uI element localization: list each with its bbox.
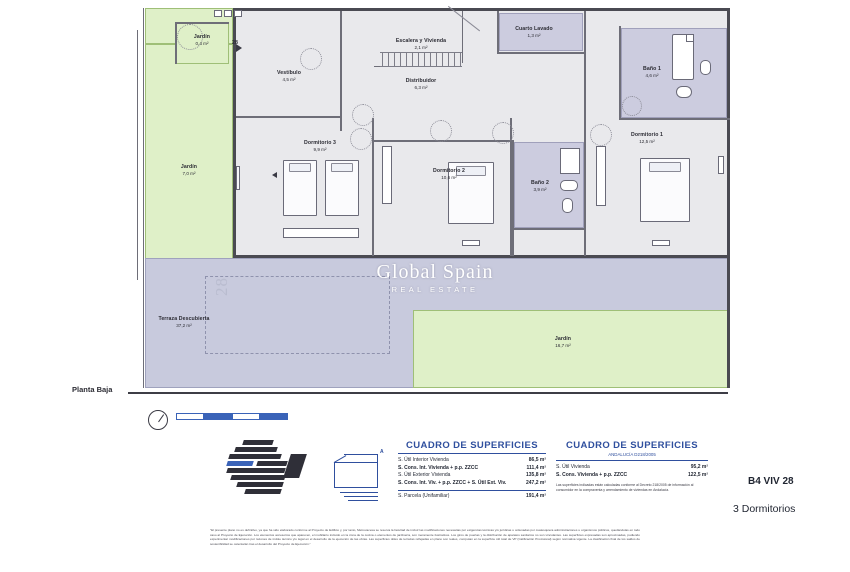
row-value: 191,4 m² [525,492,546,499]
fence-left-inner [137,30,138,280]
room-name: Escalera y Vivienda [395,38,447,44]
room-area: 2,1 m² [414,44,428,50]
window-top-1 [686,34,694,42]
room-area: 10,6 m² [441,174,457,180]
wardrobe-dorm3 [283,228,359,238]
meter-box-1 [214,10,222,17]
row-label: S. Útil Vivienda [556,463,590,470]
room-name: Jardín [193,34,211,40]
wall-exterior-bottom [233,255,730,258]
row-value: 135,8 m² [525,472,546,479]
entrance-arrow [236,44,242,52]
row-label: S. Útil Exterior Vivienda [398,472,451,479]
wall-lavado-bottom [497,52,585,54]
meter-box-3 [234,10,242,17]
room-name: Terraza Descubierta [158,316,210,322]
surfaces-table-right-note: Las superficies indicadas están calculadas conforme al Decreto 218/2005 de información al consumidor en la compraventa y arrendamiento de viviendas en Andalucía. [556,483,694,493]
window-right-dorm1 [718,156,724,174]
row-value: 111,4 m² [526,464,546,471]
watermark-title: Global Spain [376,261,494,283]
fence-left [143,8,144,388]
door-arc-vestibulo [300,48,322,70]
window-bottom-dorm1 [652,240,670,246]
window-left-dorm3 [236,166,240,190]
wall-terrace-edge-right [727,255,730,388]
wall-exterior-right [727,8,730,258]
door-arc-bano2 [492,122,514,144]
divider [398,453,546,454]
table-row [398,457,546,465]
row-value: 122,5 m² [687,471,708,478]
room-area: 37,2 m² [176,322,192,328]
wall-vestibulo-bottom [236,116,342,118]
bano2-toilet [562,198,573,213]
window-bottom-dorm2 [462,240,480,246]
row-value: 95,2 m² [690,463,708,470]
wardrobe-dorm2 [382,146,392,204]
row-label: S. Cons. Int. Viv. + p.p. ZZCC + S. Útil Ext. Viv. [398,480,507,487]
door-arc-bano1 [622,96,642,116]
terrace-unit-number: 28 [212,277,231,296]
room-name: Cuarto Lavado [515,26,553,32]
room-area: 1,3 m² [527,32,541,38]
terrace-dashed-outline [205,276,390,354]
room-name: Vestíbulo [277,70,301,76]
room-area: 3,9 m² [533,186,547,192]
pillow-dorm3-a [289,163,311,172]
wall-bano2-bottom-right [512,228,584,230]
table-row [556,472,708,480]
planta-baja-label: Planta Baja [72,385,113,394]
scale-bar [176,413,290,421]
legal-disclaimer: "El presente plano no es definitivo, ya que ha sido elaborado conforme al Proyecto de Edificio y, por tanto, Metrovacesa se reserva la facultad de incluir las modificaciones necesarias por exigencias técnicas y/o jurídicas u ordenadas por cualesquiera administraciones u organismos públicos, quedándolas en todo caso al Proyecto de Ejecución. Los elementos accesorios que aparecen, el mobiliario incluido en la zona de la cocina o elementos de jardinería, son meramente ilustrativos. Los giros de puertas y la distribución de aparatos sanitarios no son vinculantes. Las superficies expresadas son aproximadas, pudiendo experimentar modificaciones por razones de índole técnico y/o legal en el desarrollo de la ejecución de las obras. Las superficies útiles de terrazas reflejadas en plano son reales, computan en la superficie útil total de VP (Calificación Provisional) según normativa vigente. La clasificación final de los saldos de sostenibilidad se ostentarán tras el desarrollo del Proyecto de Ejecución." [210,528,640,546]
room-area: 12,5 m² [639,138,655,144]
room-area: 16,7 m² [555,342,571,348]
bano1-sink [676,86,692,98]
room-name: Jardín [554,336,572,342]
surfaces-table-right-title: CUADRO DE SUPERFICIES [566,440,698,451]
door-arc-distribuidor-1 [352,104,374,126]
room-name: Dormitorio 1 [630,132,664,138]
plan-legend-section [0,400,850,572]
wall-bano1-bottom [619,118,730,120]
row-value: 86,5 m² [528,456,546,463]
garden-right [413,310,730,388]
door-arc-dorm2 [430,120,452,142]
surfaces-table-right [556,440,708,493]
wall-dorm3-right [372,118,374,256]
room-area: 9,9 m² [313,146,327,152]
watermark-subtitle: REAL ESTATE [391,285,479,294]
wardrobe-dorm1 [596,146,606,206]
room-area: 7,0 m² [182,170,196,176]
row-label: S. Parcela (Unifamiliar) [398,492,450,499]
compass-icon [148,410,168,430]
bedroom-count-label: 3 Dormitorios [733,503,796,515]
wall-entry-small-left [175,22,177,64]
room-area: 4,6 m² [645,72,659,78]
room-name: Distribuidor [405,78,437,84]
wall-exterior-top [233,8,730,11]
site-key-map [225,438,320,500]
room-name: Baño 1 [643,66,661,72]
table-row [398,480,546,488]
pillow-dorm1 [649,162,681,172]
surfaces-table-left-title: CUADRO DE SUPERFICIES [406,440,538,451]
surfaces-table-right-subtitle: ANDALUCÍA D218/2005 [608,452,656,457]
unit-code-label: B4 VIV 28 [748,476,794,487]
cuarto-lavado-floor [499,13,583,51]
meter-box-2 [224,10,232,17]
divider [556,460,708,461]
wall-vestibulo-right [340,11,342,131]
room-name: Baño 2 [531,180,549,186]
row-value: 247,2 m² [525,480,546,487]
door-arc-dorm3 [350,128,372,150]
room-name: Jardín [180,164,198,170]
building-elevation-label: A [380,449,384,455]
room-name: Dormitorio 3 [303,140,337,146]
row-label: S. Útil Interior Vivienda [398,456,449,463]
pillow-dorm2 [456,166,486,176]
wall-dorm1-left [584,11,586,256]
room-area: 0,4 m² [195,40,209,46]
entrance-unit-label-text: 28 [232,40,238,46]
row-label: S. Cons. Vivienda + p.p. ZZCC [556,471,628,478]
pillow-dorm3-b [331,163,353,172]
door-arc-dorm1 [590,124,612,146]
surfaces-table-left [398,440,546,501]
row-label: S. Cons. Int. Vivienda + p.p. ZZCC [398,464,479,471]
door-arc-entry [177,24,203,50]
table-row [398,472,546,480]
building-elevation-icon [330,440,394,502]
wall-distribuidor-top [374,66,462,67]
window-marker-dorm3 [272,172,277,178]
bano1-toilet [700,60,711,75]
table-row [398,490,546,501]
table-row [556,464,708,472]
bano2-shower [560,148,580,174]
room-area: 6,3 m² [414,84,428,90]
room-area: 4,5 m² [282,76,296,82]
plan-baseline-rule [128,392,728,394]
bano2-sink [560,180,578,191]
room-name: Dormitorio 2 [432,168,466,174]
wall-entry-small-top [175,22,229,24]
